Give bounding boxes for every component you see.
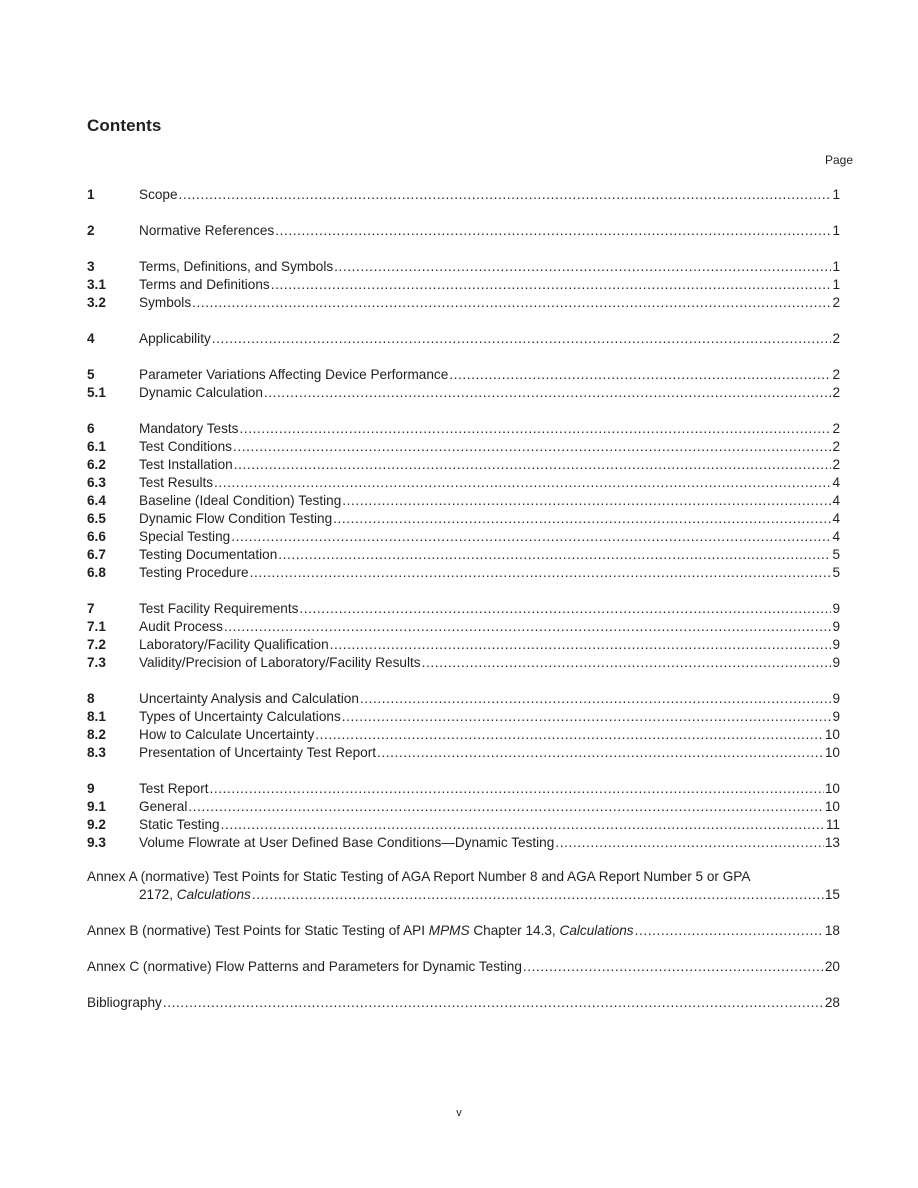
toc-entry[interactable] [87,618,840,636]
toc-page-number: 2 [832,421,840,436]
toc-entry-line [139,258,840,276]
toc-entry-line [139,510,840,528]
toc-section-number: 8.1 [87,709,106,724]
toc-section-number: 7.1 [87,619,106,634]
toc-entry-title: Scope [139,187,178,202]
toc-page-number: 1 [832,187,840,202]
toc-section-number: 3 [87,259,95,274]
toc-annex-c-title: Annex C (normative) Flow Patterns and Parameters for Dynamic Testing [87,959,522,974]
toc-section-number: 6.7 [87,547,106,562]
toc-entry[interactable] [87,546,840,564]
dot-leader [252,886,824,904]
dot-leader [334,258,831,276]
toc-bibliography-title: Bibliography [87,995,162,1010]
toc-entry-line [139,420,840,438]
toc-section-number: 5 [87,367,95,382]
dot-leader [214,474,831,492]
dot-leader [233,438,831,456]
toc-entry-title: Test Report [139,781,209,796]
toc-entry-line [139,744,840,762]
toc-entry-title: Audit Process [139,619,223,634]
toc-entry-title: Terms, Definitions, and Symbols [139,259,334,274]
toc-entry-line [139,690,840,708]
dot-leader [192,294,831,312]
toc-entry[interactable] [87,564,840,582]
toc-page-number: 1 [832,259,840,274]
dot-leader [422,654,832,672]
toc-entry-line [139,330,840,348]
toc-section-number: 1 [87,187,95,202]
toc-entry[interactable] [87,744,840,762]
toc-section-number: 8.2 [87,727,106,742]
toc-section-number: 9.1 [87,799,106,814]
toc-page-number: 2 [832,295,840,310]
toc-section-number: 9.3 [87,835,106,850]
toc-entry[interactable] [87,222,840,240]
toc-entry-line [139,438,840,456]
toc-entry-line [139,528,840,546]
toc-entry-title: Baseline (Ideal Condition) Testing [139,493,342,508]
toc-page-number: 9 [832,619,840,634]
dot-leader [210,780,824,798]
dot-leader [212,330,832,348]
dot-leader [234,456,832,474]
toc-section-number: 3.2 [87,295,106,310]
toc-page-number: 20 [824,959,840,974]
toc-section-number: 7.3 [87,655,106,670]
toc-entry[interactable] [87,690,840,708]
toc-entry-title: Terms and Definitions [139,277,270,292]
toc-entry[interactable] [87,456,840,474]
dot-leader [188,798,824,816]
dot-leader [377,744,824,762]
toc-entry-line [139,834,840,852]
toc-page-number: 2 [832,367,840,382]
toc-entry-title: Static Testing [139,817,220,832]
dot-leader [179,186,832,204]
toc-entry-line [139,816,840,834]
toc-entry-title: General [139,799,188,814]
toc-section-number: 6.5 [87,511,106,526]
toc-entry[interactable] [87,438,840,456]
dot-leader [555,834,824,852]
toc-page-number: 11 [825,817,840,832]
toc-entry[interactable] [87,510,840,528]
toc-entry-title: Symbols [139,295,192,310]
toc-page-number: 18 [824,923,840,938]
toc-entry[interactable] [87,654,840,672]
toc-page-number: 10 [824,745,840,760]
toc-entry-title: Test Results [139,475,214,490]
toc-page-number: 1 [832,277,840,292]
toc-entry[interactable] [87,528,840,546]
toc-section-number: 6.2 [87,457,106,472]
dot-leader [163,994,824,1012]
toc-page-number: 2 [832,331,840,346]
toc-entry-line [139,276,840,294]
toc-page-number: 9 [832,655,840,670]
toc-entry[interactable] [87,726,840,744]
toc-entry-line [139,636,840,654]
dot-leader [330,636,832,654]
toc-page-number: 2 [832,385,840,400]
dot-leader [299,600,831,618]
toc-section-number: 6.1 [87,439,106,454]
toc-bibliography[interactable] [87,994,840,1012]
toc-entry[interactable] [87,276,840,294]
toc-entry-title: Testing Procedure [139,565,249,580]
dot-leader [635,922,824,940]
toc-entry-line [139,654,840,672]
toc-entry[interactable] [87,330,840,348]
toc-entry-line [139,600,840,618]
toc-entry-title: Dynamic Calculation [139,385,263,400]
toc-section-number: 6 [87,421,95,436]
toc-page-number: 4 [832,511,840,526]
dot-leader [523,958,824,976]
toc-section-number: 5.1 [87,385,106,400]
toc-page-number: 28 [824,995,840,1010]
toc-entry-line [139,186,840,204]
toc-entry-line [139,564,840,582]
toc-entry-line [139,546,840,564]
toc-page-number: 2 [832,457,840,472]
toc-entry[interactable] [87,780,840,798]
toc-section-number: 6.3 [87,475,106,490]
dot-leader [333,510,831,528]
toc-page-number: 4 [832,475,840,490]
toc-entry[interactable] [87,366,840,384]
toc-page-number: 9 [832,691,840,706]
toc-page-number: 10 [824,781,840,796]
toc-entry-title: Volume Flowrate at User Defined Base Conditions—Dynamic Testing [139,835,555,850]
toc-entry-line [139,798,840,816]
toc-annex-a-line2: 2172, Calculations [139,887,251,902]
toc-entry[interactable] [87,492,840,510]
toc-section-number: 9 [87,781,95,796]
dot-leader [342,708,832,726]
toc-section-number: 3.1 [87,277,106,292]
toc-entry[interactable] [87,600,840,618]
toc-entry-title: Applicability [139,331,211,346]
toc-page-number: 4 [832,493,840,508]
toc-entry-title: Mandatory Tests [139,421,239,436]
toc-entry-line [139,708,840,726]
toc-entry[interactable] [87,294,840,312]
toc-entry[interactable] [87,258,840,276]
toc-entry-title: Presentation of Uncertainty Test Report [139,745,377,760]
toc-annex-b-title: Annex B (normative) Test Points for Static Testing of API MPMS Chapter 14.3, Calculations [87,923,634,938]
toc-entry-title: Dynamic Flow Condition Testing [139,511,333,526]
toc-page-number: 15 [824,887,840,902]
toc-entry-title: Test Conditions [139,439,232,454]
toc-section-number: 6.4 [87,493,106,508]
toc-entry-title: Test Installation [139,457,233,472]
toc-entry-line [139,456,840,474]
toc-page-number: 4 [832,529,840,544]
toc-entry[interactable] [87,384,840,402]
toc-entry-title: How to Calculate Uncertainty [139,727,315,742]
toc-annex-b[interactable] [87,922,840,940]
toc-entry[interactable] [87,186,840,204]
toc-entry[interactable] [87,816,840,834]
toc-section-number: 8.3 [87,745,106,760]
toc-page-number: 1 [832,223,840,238]
toc-entry-line [139,492,840,510]
toc-section-number: 9.2 [87,817,106,832]
toc-entry[interactable] [87,636,840,654]
toc-page-number: 10 [824,727,840,742]
toc-entry-line [139,474,840,492]
toc-annex-a[interactable] [139,886,840,904]
toc-entry-line [139,726,840,744]
page-column-label: Page [824,153,853,167]
toc-section-number: 7.2 [87,637,106,652]
toc-section-number: 7 [87,601,95,616]
toc-entry-title: Types of Uncertainty Calculations [139,709,341,724]
toc-page-number: 10 [824,799,840,814]
toc-page-number: 9 [832,709,840,724]
toc-entry-title: Test Facility Requirements [139,601,299,616]
toc-entry[interactable] [87,798,840,816]
toc-entry-title: Validity/Precision of Laboratory/Facility Results [139,655,421,670]
toc-entry-line [139,384,840,402]
toc-entry-line [139,222,840,240]
dot-leader [224,618,832,636]
dot-leader [342,492,831,510]
page-title: Contents [87,116,162,135]
toc-entry[interactable] [87,420,840,438]
toc-page-number: 13 [824,835,840,850]
toc-entry-title: Testing Documentation [139,547,278,562]
dot-leader [360,690,832,708]
toc-entry[interactable] [87,708,840,726]
dot-leader [250,564,832,582]
toc-entry-title: Special Testing [139,529,231,544]
toc-page-number: 5 [832,565,840,580]
dot-leader [271,276,832,294]
toc-section-number: 4 [87,331,95,346]
dot-leader [449,366,831,384]
toc-entry-title: Uncertainty Analysis and Calculation [139,691,359,706]
page-footer-number: v [456,1107,462,1119]
toc-annex-a-line1[interactable]: Annex A (normative) Test Points for Static Testing of AGA Report Number 8 and AGA Report Number 5 or GPA [87,869,751,884]
toc-annex-c[interactable] [87,958,840,976]
toc-page-number: 5 [832,547,840,562]
toc-entry[interactable] [87,834,840,852]
dot-leader [278,546,831,564]
toc-section-number: 6.6 [87,529,106,544]
toc-entry-title: Laboratory/Facility Qualification [139,637,329,652]
dot-leader [231,528,831,546]
toc-page-number: 9 [832,601,840,616]
toc-section-number: 8 [87,691,95,706]
toc-page-number: 2 [832,439,840,454]
toc-entry-line [139,294,840,312]
toc-page-number: 9 [832,637,840,652]
toc-section-number: 2 [87,223,95,238]
toc-entry-line [139,366,840,384]
dot-leader [221,816,825,834]
dot-leader [315,726,824,744]
toc-entry-title: Parameter Variations Affecting Device Performance [139,367,449,382]
toc-entry-title: Normative References [139,223,275,238]
dot-leader [239,420,831,438]
toc-entry[interactable] [87,474,840,492]
dot-leader [264,384,832,402]
toc-entry-line [139,780,840,798]
dot-leader [275,222,831,240]
toc-entry-line [139,618,840,636]
toc-section-number: 6.8 [87,565,106,580]
